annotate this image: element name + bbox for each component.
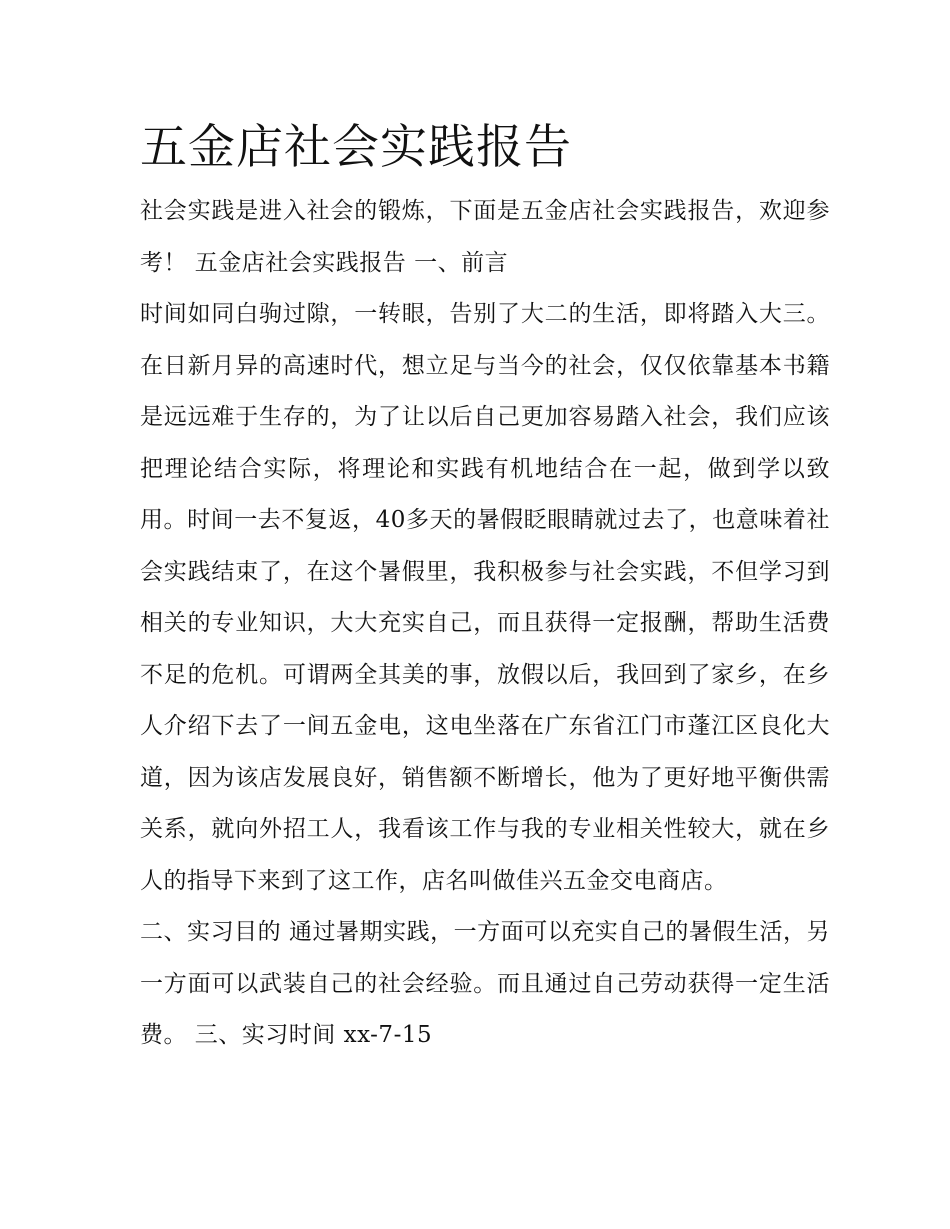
- paragraph-preface: 时间如同白驹过隙，一转眼，告别了大二的生活，即将踏入大三。在日新月异的高速时代，想立足与当今的社会，仅仅依靠基本书籍是远远难于生存的，为了让以后自己更加容易踏入社会，我们应该把理论结合实际，将理论和实践有机地结合在一起，做到学以致用。时间一去不复返，40多天的暑假眨眼睛就过去了，也意味着社会实践结束了，在这个暑假里，我积极参与社会实践，不但学习到相关的专业知识，大大充实自己，而且获得一定报酬，帮助生活费不足的危机。可谓两全其美的事，放假以后，我回到了家乡，在乡人介绍下去了一间五金电，这电坐落在广东省江门市蓬江区良化大道，因为该店发展良好，销售额不断增长，他为了更好地平衡供需关系，就向外招工人，我看该工作与我的专业相关性较大，就在乡人的指导下来到了这工作，店名叫做佳兴五金交电商店。: [140, 301, 830, 894]
- document-body: [140, 116, 830, 1062]
- paragraph-purpose-time: 二、实习目的 通过暑期实践，一方面可以充实自己的暑假生活，另一方面可以武装自己的社会经验。而且通过自己劳动获得一定生活费。 三、实习时间 xx-7-15: [140, 919, 830, 1048]
- paragraph-intro: 社会实践是进入社会的锻炼，下面是五金店社会实践报告，欢迎参考！ 五金店社会实践报告 一、前言: [140, 198, 830, 276]
- document-title: 五金店社会实践报告: [140, 120, 572, 175]
